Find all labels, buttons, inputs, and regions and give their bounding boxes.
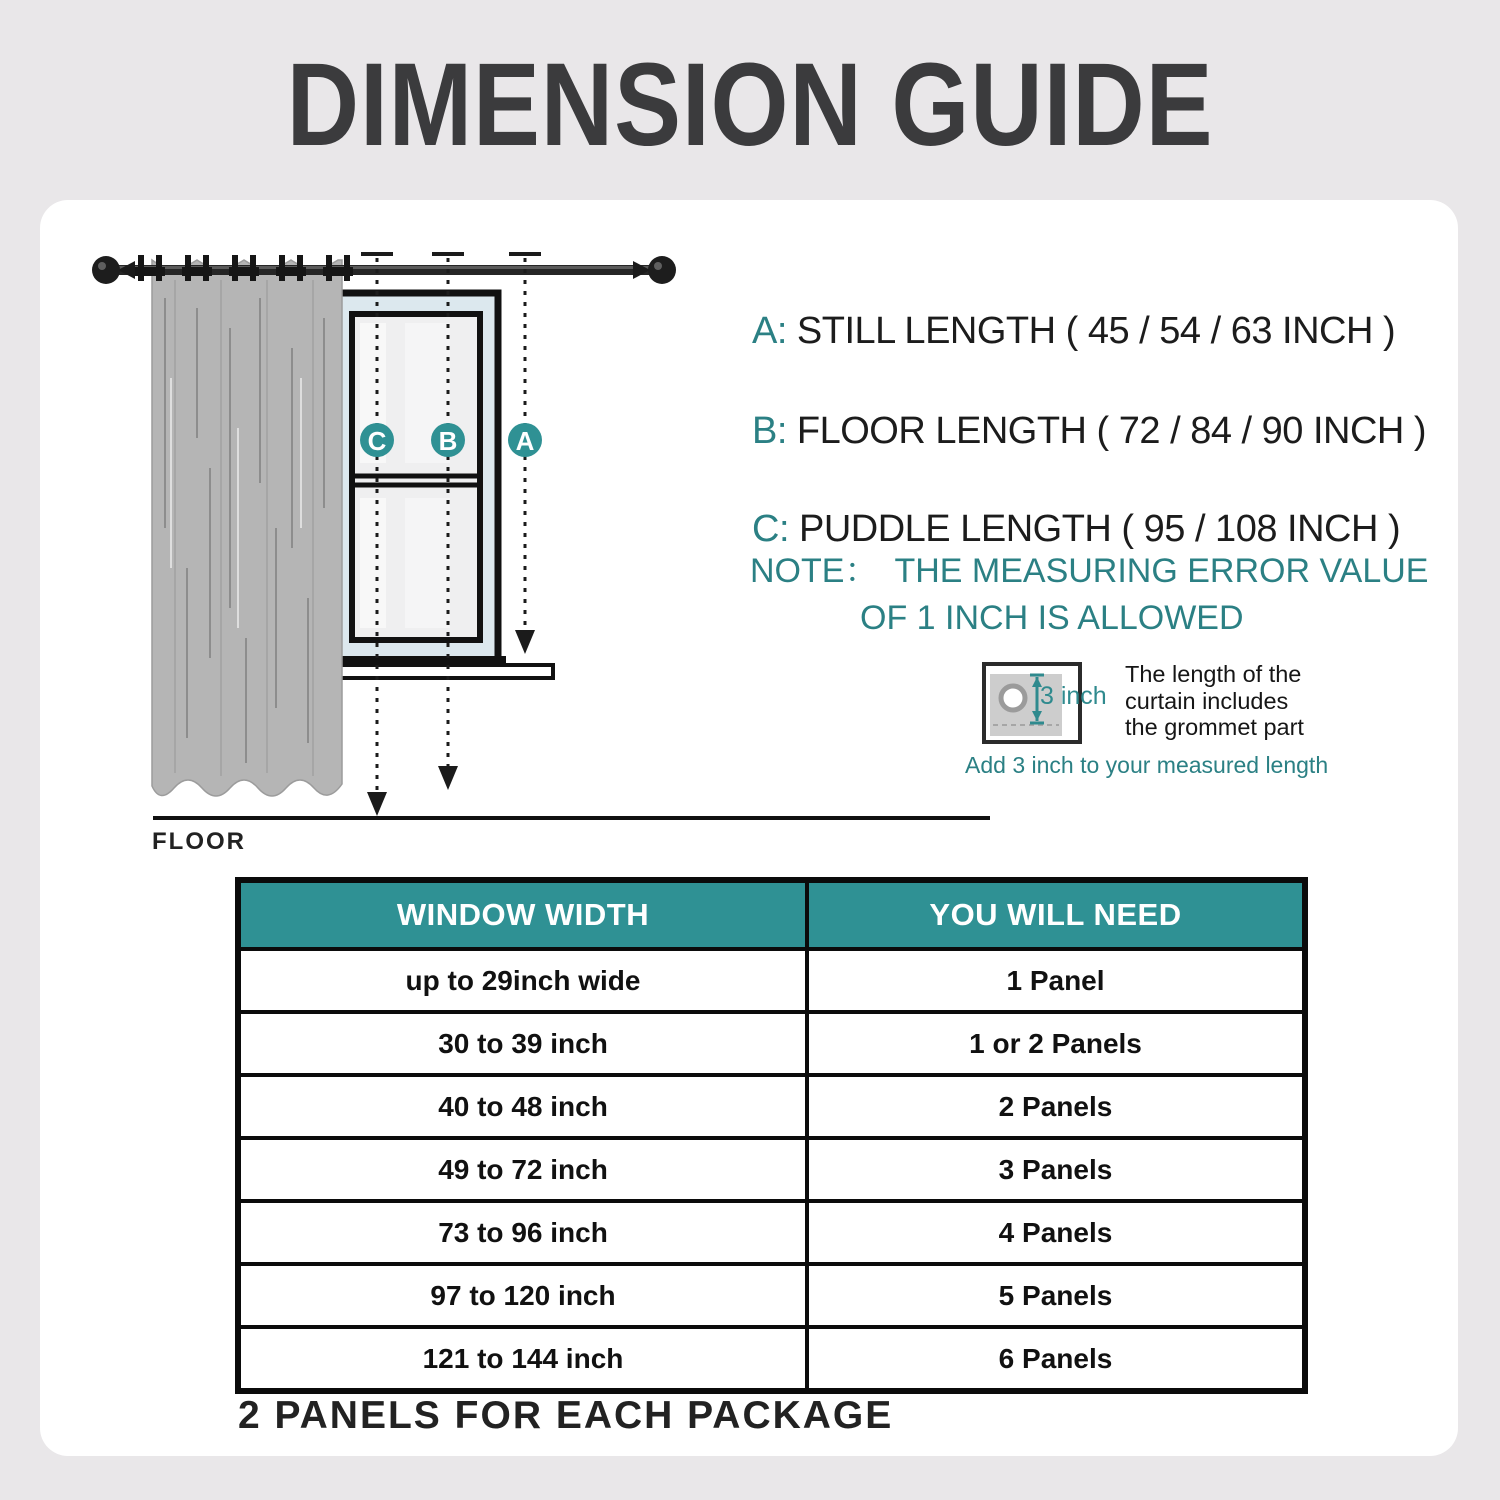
grommet-tip: Add 3 inch to your measured length	[965, 752, 1329, 778]
length-markers	[360, 423, 542, 457]
note-label: NOTE：	[750, 552, 879, 590]
cell-width-4: 73 to 96 inch	[238, 1201, 807, 1264]
cell-width-3: 49 to 72 inch	[238, 1138, 807, 1201]
grommet-desc-line1: The length of the	[1125, 661, 1302, 687]
cell-need-5: 5 Panels	[807, 1264, 1305, 1327]
spec-prefix-c: C:	[752, 508, 789, 550]
package-note: 2 PANELS FOR EACH PACKAGE	[238, 1394, 894, 1437]
note-line2-text: OF 1 INCH IS ALLOWED	[860, 599, 1244, 637]
page-title: DIMENSION GUIDE	[286, 39, 1214, 171]
cell-need-1: 1 or 2 Panels	[807, 1012, 1305, 1075]
spec-text-b: FLOOR LENGTH ( 72 / 84 / 90 INCH )	[796, 410, 1427, 452]
cell-need-6: 6 Panels	[807, 1327, 1305, 1391]
table-row	[238, 1012, 1305, 1075]
floor-label: FLOOR	[152, 828, 246, 855]
cell-width-1: 30 to 39 inch	[238, 1012, 807, 1075]
table-row	[238, 1138, 1305, 1201]
table-row	[238, 1075, 1305, 1138]
header-window-width: WINDOW WIDTH	[238, 880, 807, 949]
cell-need-3: 3 Panels	[807, 1138, 1305, 1201]
table-row	[238, 1264, 1305, 1327]
spec-line-a	[752, 310, 1395, 353]
cell-need-2: 2 Panels	[807, 1075, 1305, 1138]
table-header-row	[238, 880, 1305, 949]
table-row	[238, 1327, 1305, 1391]
marker-a: A	[515, 426, 535, 456]
curtain-illustration	[152, 260, 342, 796]
table-row	[238, 949, 1305, 1012]
cell-width-5: 97 to 120 inch	[238, 1264, 807, 1327]
grommet-ring-icon	[1001, 686, 1025, 710]
windowsill	[320, 656, 553, 678]
table-row	[238, 1201, 1305, 1264]
header-you-will-need: YOU WILL NEED	[807, 880, 1305, 949]
marker-b: B	[438, 426, 458, 456]
grommet-description	[1125, 661, 1304, 741]
grommet-desc-line3: the grommet part	[1125, 714, 1304, 740]
grommet-desc-line2: curtain includes	[1125, 687, 1289, 714]
marker-c: C	[367, 426, 387, 456]
spec-text-c: PUDDLE LENGTH ( 95 / 108 INCH )	[799, 508, 1401, 550]
spec-prefix-a: A:	[752, 310, 787, 352]
window-illustration	[332, 293, 498, 662]
note-line1-text: THE MEASURING ERROR VALUE	[894, 552, 1429, 590]
note-text	[750, 543, 1428, 592]
cell-width-6: 121 to 144 inch	[238, 1327, 807, 1391]
cell-need-0: 1 Panel	[807, 949, 1305, 1012]
cell-need-4: 4 Panels	[807, 1201, 1305, 1264]
grommet-measure-label: 3 inch	[1040, 682, 1107, 710]
content-panel	[40, 200, 1458, 1456]
spec-prefix-b: B:	[752, 410, 787, 452]
cell-width-0: up to 29inch wide	[238, 949, 807, 1012]
panel-size-table	[235, 877, 1308, 1394]
cell-width-2: 40 to 48 inch	[238, 1075, 807, 1138]
spec-line-b	[752, 410, 1426, 453]
spec-text-a: STILL LENGTH ( 45 / 54 / 63 INCH )	[796, 310, 1396, 352]
